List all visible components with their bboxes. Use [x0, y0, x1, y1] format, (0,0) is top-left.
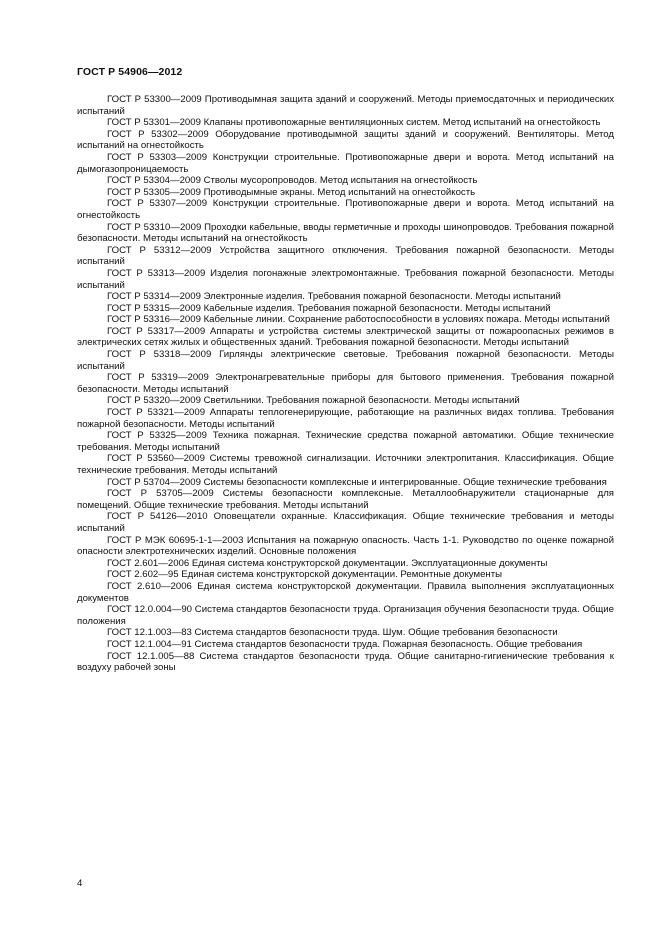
reference-item: ГОСТ Р 53304—2009 Стволы мусоропроводов. Метод испытания на огнестойкость [107, 175, 478, 187]
reference-item: ГОСТ Р 54126—2010 Оповещатели охранные. Классификация. Общие технические требования и методы испытаний [77, 511, 614, 534]
reference-item: ГОСТ Р МЭК 60695-1-1—2003 Испытания на пожарную опасность. Часть 1-1. Руководство по оценке пожарной опасности электротехнических изделий. Основные положения [77, 534, 614, 558]
reference-item: ГОСТ 2.602—95 Единая система конструкторской документации. Ремонтные документы [107, 569, 502, 581]
reference-item: ГОСТ Р 53315—2009 Кабельные изделия. Требования пожарной безопасности. Методы испытаний [107, 302, 551, 314]
reference-item: ГОСТ Р 53317—2009 Аппараты и устройства системы электрической защиты от пожароопасных режимов в электрических сетях жилых и общественных зданий. Требования пожарной безопасности. Методы испытаний [77, 325, 614, 349]
reference-item: ГОСТ Р 53313—2009 Изделия погонажные электромонтажные. Требования пожарной безопасности. Методы испытаний [77, 267, 614, 291]
reference-item: ГОСТ Р 53300—2009 Противодымная защита зданий и сооружений. Методы приемосдаточных и периодических испытаний [77, 94, 614, 117]
reference-item: ГОСТ Р 53312—2009 Устройства защитного отключения. Требования пожарной безопасности. Методы испытаний [77, 244, 614, 268]
reference-item: ГОСТ Р 53310—2009 Проходки кабельные, вводы герметичные и проходы шинопроводов. Требования пожарной безопасности. Методы испытаний на огнестойкость [77, 221, 614, 245]
reference-item: ГОСТ Р 53319—2009 Электронагревательные приборы для бытового применения. Требования пожарной безопасности. Методы испытаний [77, 372, 614, 395]
reference-item: ГОСТ Р 53305—2009 Противодымные экраны. Метод испытаний на огнестойкость [107, 186, 476, 198]
reference-item: ГОСТ 2.601—2006 Единая система конструкторской документации. Эксплуатационные документы [107, 557, 548, 569]
reference-item: ГОСТ 12.0.004—90 Система стандартов безопасности труда. Организация обучения безопасности труда. Общие положения [77, 604, 614, 627]
reference-item: ГОСТ Р 53301—2009 Клапаны противопожарные вентиляционных систем. Метод испытаний на огнестойкость [107, 117, 601, 129]
reference-item: ГОСТ 12.1.005—88 Система стандартов безопасности труда. Общие санитарно-гигиенические требования к воздуху рабочей зоны [77, 650, 614, 674]
reference-item: ГОСТ Р 53560—2009 Системы тревожной сигнализации. Источники электропитания. Классификация. Общие технические требования. Методы испытаний [77, 453, 614, 476]
reference-item: ГОСТ Р 53321—2009 Аппараты теплогенерирующие, работающие на различных видах топлива. Требования пожарной безопасности. Методы испытаний [77, 407, 614, 430]
reference-item: ГОСТ Р 53314—2009 Электронные изделия. Требования пожарной безопасности. Методы испытаний [107, 291, 561, 303]
reference-item: ГОСТ Р 53320—2009 Светильники. Требования пожарной безопасности. Методы испытаний [107, 395, 520, 407]
reference-item: ГОСТ 2.610—2006 Единая система конструкторской документации. Правила выполнения эксплуатационных документов [77, 580, 614, 604]
document-header: ГОСТ Р 54906—2012 [77, 66, 183, 78]
reference-item: ГОСТ Р 53325—2009 Техника пожарная. Технические средства пожарной автоматики. Общие технические требования. Методы испытаний [77, 430, 614, 453]
page-number: 4 [77, 878, 83, 889]
reference-item: ГОСТ Р 53704—2009 Системы безопасности комплексные и интегрированные. Общие технические требования [107, 476, 607, 488]
reference-item: ГОСТ Р 53303—2009 Конструкции строительные. Противопожарные двери и ворота. Метод испытаний на дымогазопроницаемость [77, 151, 614, 175]
reference-item: ГОСТ Р 53705—2009 Системы безопасности комплексные. Металлообнаружители стационарные для помещений. Общие технические требования. Методы испытаний [77, 488, 614, 511]
reference-item: ГОСТ 12.1.004—91 Система стандартов безопасности труда. Пожарная безопасность. Общие требования [107, 638, 583, 650]
normative-references-list [77, 94, 614, 674]
reference-item: ГОСТ Р 53318—2009 Гирлянды электрические световые. Требования пожарной безопасности. Методы испытаний [77, 349, 614, 372]
reference-item: ГОСТ Р 53316—2009 Кабельные линии. Сохранение работоспособности в условиях пожара. Методы испытаний [107, 314, 610, 326]
reference-item: ГОСТ 12.1.003—83 Система стандартов безопасности труда. Шум. Общие требования безопасности [107, 627, 558, 639]
reference-item: ГОСТ Р 53307—2009 Конструкции строительные. Противопожарные двери и ворота. Метод испытаний на огнестойкость [77, 198, 614, 221]
reference-item: ГОСТ Р 53302—2009 Оборудование противодымной защиты зданий и сооружений. Вентиляторы. Метод испытаний на огнестойкость [77, 128, 614, 152]
